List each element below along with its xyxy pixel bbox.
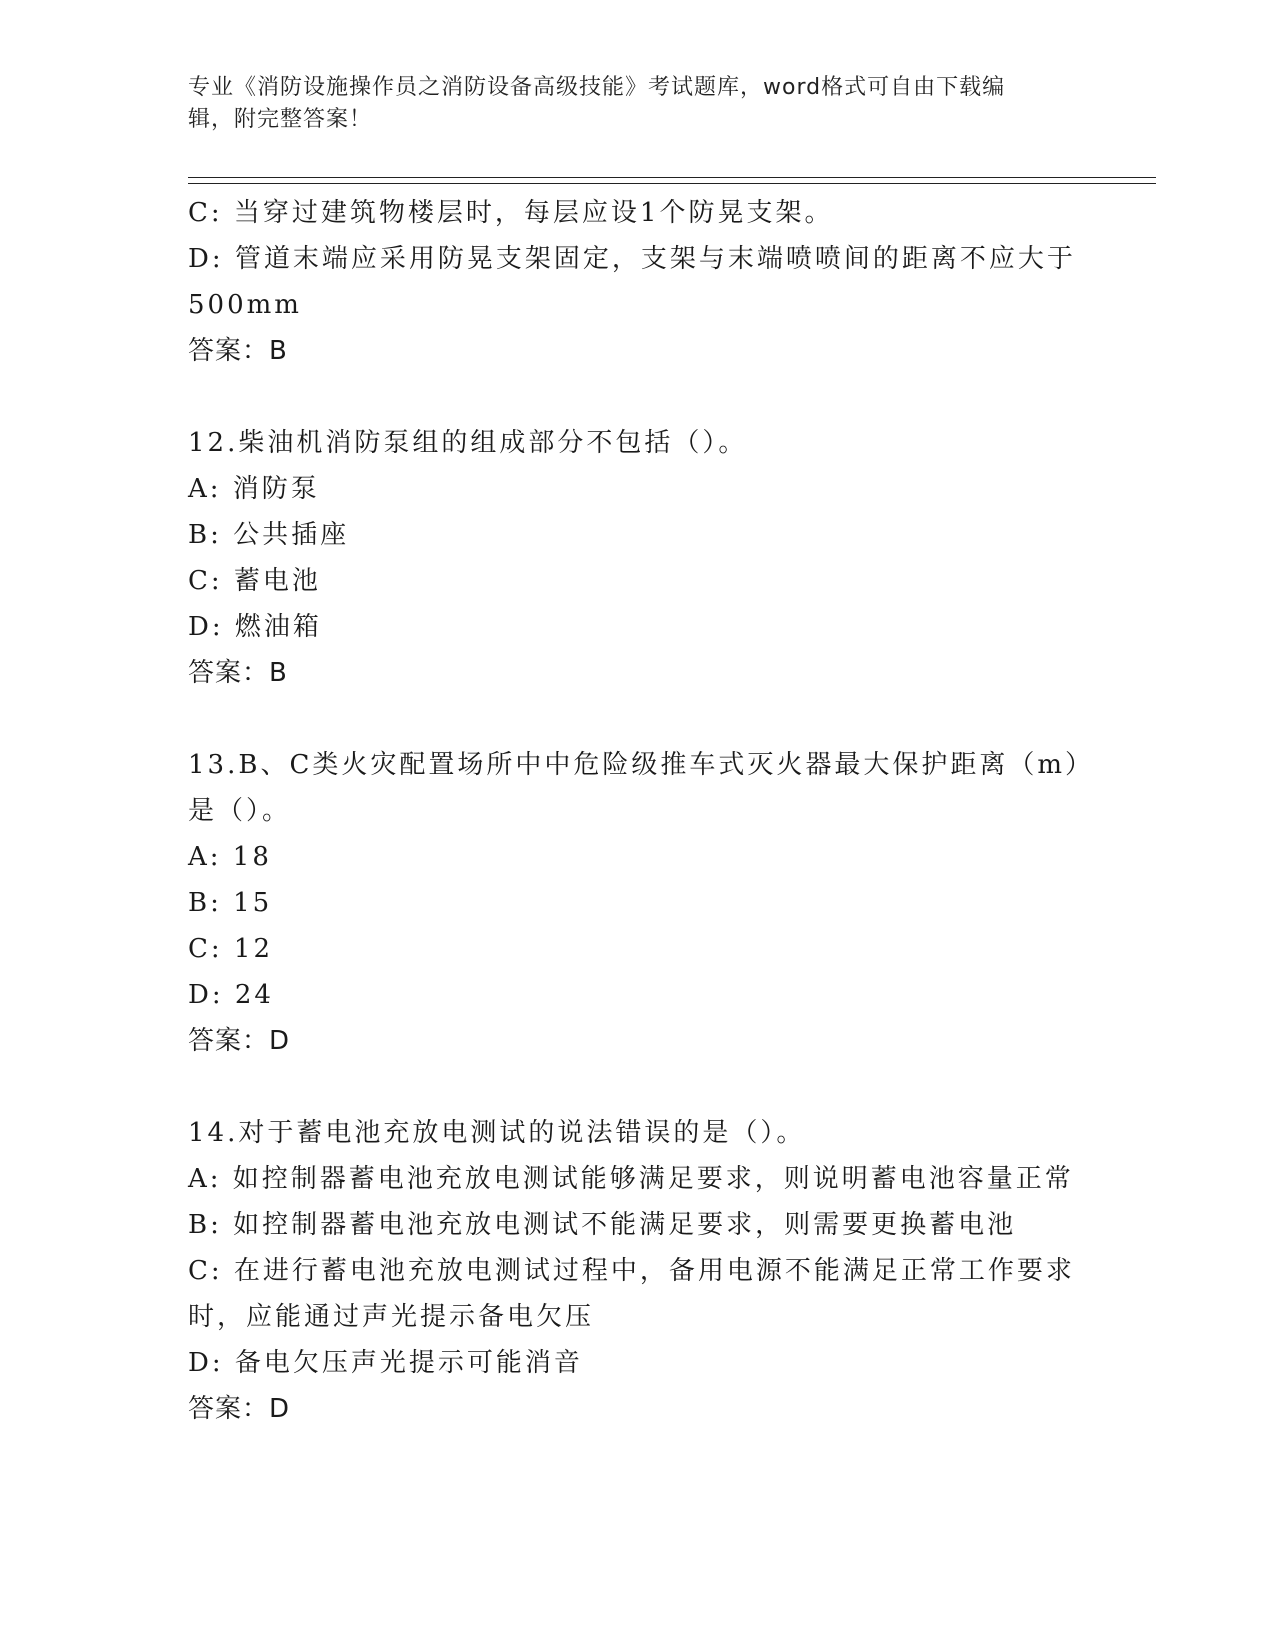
q12-answer: 答案：B bbox=[188, 658, 288, 688]
q13-question-line-2: 是（）。 bbox=[188, 796, 292, 826]
document-header bbox=[188, 72, 1068, 136]
q13-option-b: B: 15 bbox=[188, 888, 273, 918]
q14-option-c-line-2: 时，应能通过声光提示备电欠压 bbox=[188, 1302, 595, 1332]
q14-question: 14.对于蓄电池充放电测试的说法错误的是（）。 bbox=[188, 1118, 806, 1148]
q11-option-d-line-2: 500mm bbox=[188, 290, 302, 320]
spacer bbox=[188, 696, 1088, 742]
spacer bbox=[188, 1064, 1088, 1110]
q13-option-d: D: 24 bbox=[188, 980, 274, 1010]
q12-option-c: C: 蓄电池 bbox=[188, 566, 321, 596]
question-14-block bbox=[188, 1110, 1088, 1432]
q12-option-a: A: 消防泵 bbox=[188, 474, 320, 504]
q11-option-d-line-1: D: 管道末端应采用防晃支架固定，支架与末端喷喷间的距离不应大于 bbox=[188, 244, 1076, 274]
header-line-2: 辑，附完整答案！ bbox=[188, 107, 373, 132]
q14-option-c-line-1: C: 在进行蓄电池充放电测试过程中，备用电源不能满足正常工作要求 bbox=[188, 1256, 1075, 1286]
q14-answer: 答案：D bbox=[188, 1394, 291, 1424]
question-11-block bbox=[188, 190, 1088, 374]
q13-option-c: C: 12 bbox=[188, 934, 274, 964]
spacer bbox=[188, 374, 1088, 420]
header-divider-bottom bbox=[188, 183, 1156, 184]
q12-option-b: B: 公共插座 bbox=[188, 520, 350, 550]
q12-question: 12.柴油机消防泵组的组成部分不包括（）。 bbox=[188, 428, 748, 458]
q13-answer: 答案：D bbox=[188, 1026, 291, 1056]
q13-question-line-1: 13.B、C类火灾配置场所中中危险级推车式灭火器最大保护距离（m） bbox=[188, 750, 1095, 780]
q13-option-a: A: 18 bbox=[188, 842, 272, 872]
question-13-block bbox=[188, 742, 1095, 1064]
q11-answer: 答案：B bbox=[188, 336, 288, 366]
q14-option-a: A: 如控制器蓄电池充放电测试能够满足要求，则说明蓄电池容量正常 bbox=[188, 1164, 1074, 1194]
header-line-1: 专业《消防设施操作员之消防设备高级技能》考试题库，word格式可自由下载编 bbox=[188, 75, 1006, 100]
q14-option-b: B: 如控制器蓄电池充放电测试不能满足要求，则需要更换蓄电池 bbox=[188, 1210, 1017, 1240]
q11-option-c: C: 当穿过建筑物楼层时，每层应设1个防晃支架。 bbox=[188, 198, 834, 228]
header-divider-top bbox=[188, 177, 1156, 178]
question-list bbox=[188, 190, 1095, 1432]
q12-option-d: D: 燃油箱 bbox=[188, 612, 322, 642]
q14-option-d: D: 备电欠压声光提示可能消音 bbox=[188, 1348, 583, 1378]
question-12-block bbox=[188, 420, 1088, 696]
